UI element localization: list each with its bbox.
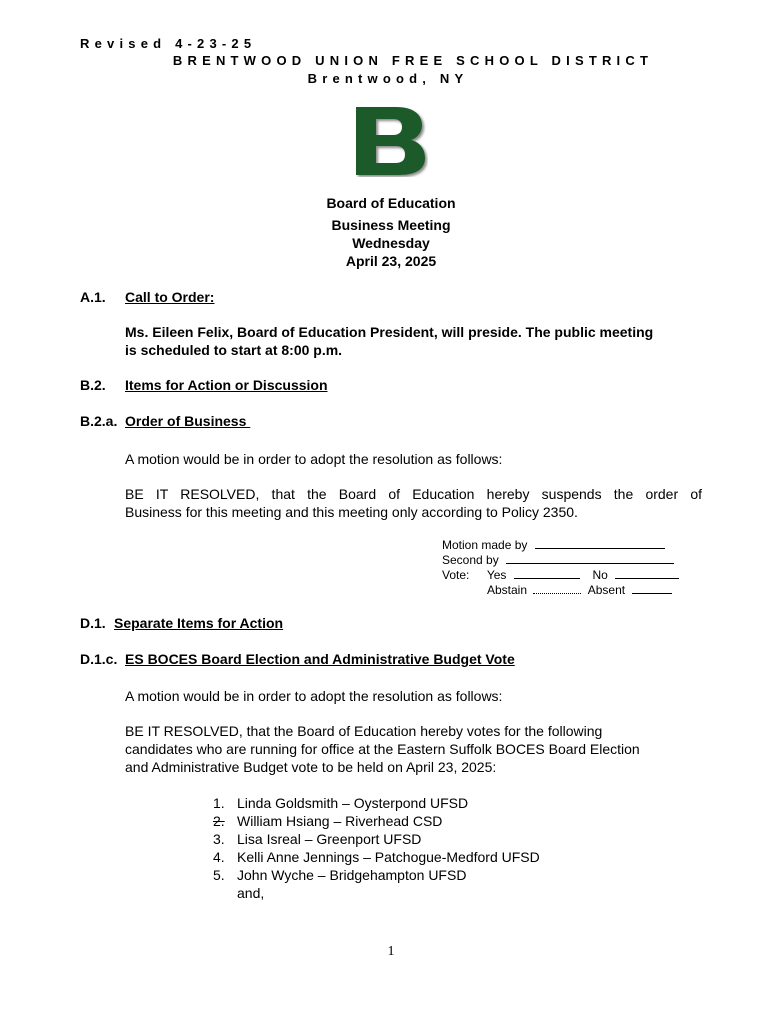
- list-item: [213, 830, 421, 848]
- list-item-name: William Hsiang – Riverhead CSD: [237, 813, 443, 829]
- list-item: [213, 812, 442, 830]
- list-item-name: Linda Goldsmith – Oysterpond UFSD: [237, 795, 469, 811]
- district-name: BRENTWOOD UNION FREE SCHOOL DISTRICT: [172, 53, 654, 68]
- section-d1-number: D.1.: [80, 615, 106, 631]
- list-item: [213, 848, 540, 866]
- section-d1c-resolved-2: candidates who are running for office at the Eastern Suffolk BOCES Board Election: [125, 741, 640, 757]
- meeting-line-4: April 23, 2025: [345, 253, 437, 269]
- vote-yes-label: Yes: [486, 568, 507, 582]
- section-b2a-motion: A motion would be in order to adopt the resolution as follows:: [125, 451, 503, 467]
- meeting-line-1: Board of Education: [326, 195, 456, 211]
- vote-no-line: [615, 567, 679, 579]
- page-number: 1: [387, 944, 395, 959]
- section-d1c-resolved-3: and Administrative Budget vote to be held on April 23, 2025:: [125, 759, 497, 775]
- vote-motion-made-by: [442, 537, 665, 553]
- list-item: [213, 866, 466, 884]
- list-item-number: 3.: [213, 831, 225, 847]
- section-b2-number: B.2.: [80, 377, 106, 393]
- section-b2a-resolved-2: Business for this meeting and this meeting only according to Policy 2350.: [125, 504, 578, 520]
- section-d1c-heading: ES BOCES Board Election and Administrative Budget Vote: [125, 651, 515, 667]
- second-by-label: Second by: [442, 553, 499, 567]
- motion-made-by-line: [535, 537, 665, 549]
- revised-date: Revised 4-23-25: [80, 36, 257, 51]
- section-d1-heading: Separate Items for Action: [114, 615, 284, 631]
- meeting-line-2: Business Meeting: [331, 217, 451, 233]
- section-d1c-number: D.1.c.: [80, 651, 118, 667]
- meeting-line-3: Wednesday: [352, 235, 430, 251]
- vote-abstain-label: Abstain: [487, 583, 528, 597]
- section-d1c-resolved-1: BE IT RESOLVED, that the Board of Education hereby votes for the following: [125, 723, 603, 739]
- list-continuation: and,: [237, 885, 265, 901]
- section-d1c-motion: A motion would be in order to adopt the resolution as follows:: [125, 688, 503, 704]
- list-item-name: Lisa Isreal – Greenport UFSD: [237, 831, 422, 847]
- vote-abstain-line: [533, 582, 581, 594]
- vote-row: [442, 567, 679, 583]
- section-a1-text-2: is scheduled to start at 8:00 p.m.: [125, 342, 343, 358]
- section-b2a-heading: Order of Business: [125, 413, 251, 429]
- vote-yes-line: [514, 567, 580, 579]
- list-item-number: 4.: [213, 849, 225, 865]
- vote-no-label: No: [592, 568, 608, 582]
- list-item-name: Kelli Anne Jennings – Patchogue-Medford UFSD: [237, 849, 540, 865]
- section-b2-heading: Items for Action or Discussion: [125, 377, 328, 393]
- district-location: Brentwood, NY: [307, 71, 469, 86]
- vote-label: Vote:: [442, 568, 470, 582]
- list-item-name: John Wyche – Bridgehampton UFSD: [237, 867, 467, 883]
- second-by-line: [506, 552, 674, 564]
- district-logo: [352, 105, 428, 177]
- vote-absent-line: [632, 582, 672, 594]
- vote-second-by: [442, 552, 674, 568]
- vote-absent-label: Absent: [587, 583, 626, 597]
- section-a1-number: A.1.: [80, 289, 106, 305]
- section-a1-text-1: Ms. Eileen Felix, Board of Education President, will preside. The public meeting: [125, 324, 654, 340]
- vote-abstain-row: [487, 582, 672, 598]
- motion-made-by-label: Motion made by: [442, 538, 528, 552]
- list-item: [213, 794, 468, 812]
- list-item-number: 5.: [213, 867, 225, 883]
- section-b2a-resolved-1: BE IT RESOLVED, that the Board of Education hereby suspends the order of: [125, 486, 702, 502]
- list-item-number: 1.: [213, 795, 225, 811]
- list-item-number: 2.: [213, 813, 225, 829]
- section-a1-heading: Call to Order:: [125, 289, 215, 305]
- section-b2a-number: B.2.a.: [80, 413, 118, 429]
